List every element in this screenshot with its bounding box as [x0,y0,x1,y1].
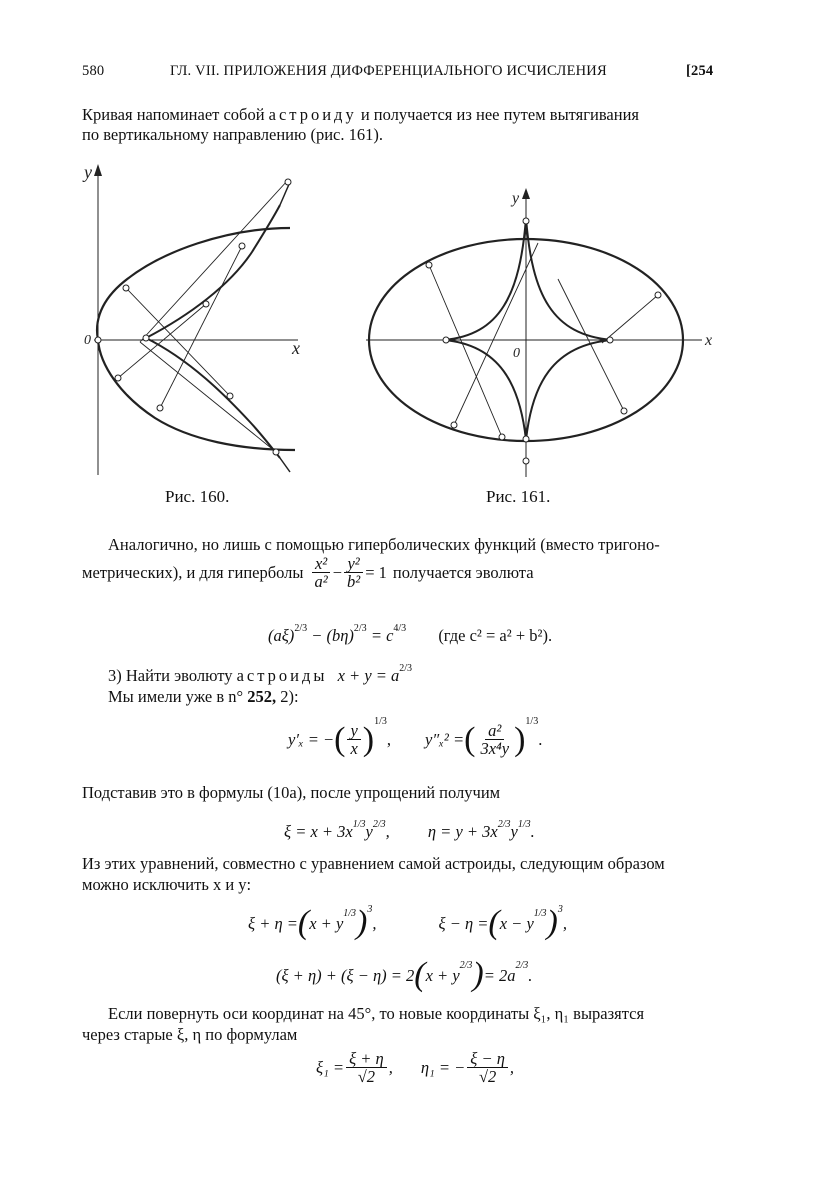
frac-y-x [347,722,360,757]
paren-open-4: ( [488,904,500,941]
intro-line-1 [82,104,727,125]
eq-combined [276,956,533,993]
diff-lhs: ξ − η = [438,913,489,933]
fig161-caption: Рис. 161. [486,487,551,506]
fig160-y-arrow [94,164,102,176]
eq-derivatives [288,716,543,758]
fig161-point [621,408,627,414]
den-x: x [350,739,358,758]
rotate-line-2: через старые ξ, η по формулам [82,1025,298,1044]
hyperbola-text-b: получается эволюта [392,563,534,582]
hyperbola-line-2 [82,555,534,590]
combined-inner: x + y [425,965,460,985]
fig160-evolute-lower [146,338,280,458]
fig160-point [285,179,291,185]
fig161-point [655,292,661,298]
evolute-exp-2: 2/3 [353,623,367,634]
rot-num-2: ξ − η [467,1050,508,1068]
paren-close-4: ) [546,904,558,941]
combined-lhs: (ξ + η) + (ξ − η) = 2 [276,965,415,985]
fig161-astroid [444,218,612,440]
den-b2: b² [347,572,361,591]
figure-161 [362,185,727,485]
deriv-yx: y′ₓ = − [288,730,335,749]
fig161-normal-2 [602,295,658,343]
evolute-exp-3: 4/3 [393,623,407,634]
problem-3-formula: x + y = a [337,666,400,685]
sum-pow: 3 [367,903,373,915]
fig160-point [143,335,149,341]
den-a2: a² [314,572,328,591]
fig160-point [123,285,129,291]
comma: , [386,730,392,749]
num-y2: y² [344,555,362,573]
sum-inner: x + y [309,913,344,933]
fig160-point [239,243,245,249]
frac-x2-a2 [312,555,331,590]
sum-end: , [372,913,377,933]
eq-xi-eta [284,821,535,845]
rot-eta1: η₁ = − [420,1058,466,1077]
fig160-point [157,405,163,411]
fig160-point [273,449,279,455]
rotate-line-1: Если повернуть оси координат на 45°, то новые координаты ξ₁, η₁ выразятся [108,1004,645,1023]
eq-sum-diff [248,903,567,941]
sum-exp-inner: 1/3 [343,907,357,919]
rot-xi1: ξ₁ = [316,1058,345,1077]
fig160-x-label: x [292,338,300,358]
eq-evolute [268,625,552,649]
num-y: y [347,722,360,740]
paren-open-3: ( [297,904,310,941]
rot-den-1: √2 [357,1067,376,1086]
fig161-origin-label: 0 [513,346,520,361]
figure-160 [80,160,340,480]
fig161-point [443,337,449,343]
eta-y: y [510,822,518,841]
eta-exp-2: 1/3 [517,819,531,830]
combined-rhs-exp: 2/3 [515,959,529,971]
paren-open-5: ( [414,956,426,993]
deriv-exp-2: 1/3 [525,716,539,727]
den-3x4y: 3x⁴y [480,739,510,758]
evolute-left: (aξ) [268,626,295,645]
fig161-point [426,262,432,268]
page-number: 580 [82,63,105,79]
elim-line-2: можно исключить x и y: [82,875,252,894]
hyperbola-text-a: метрических), и для гиперболы [82,563,304,582]
fig161-normal-3 [454,243,538,425]
eta-eq: η = y + 3x [427,822,498,841]
fig161-point [607,337,613,343]
fig161-normal-4 [558,279,624,411]
fig161-x-label: x [705,332,713,349]
rot-end-2: , [509,1058,515,1077]
problem-3-line-2 [108,686,299,707]
eta-exp-1: 2/3 [497,819,511,830]
fig161-point [499,434,505,440]
fig160-ellipse [97,228,295,450]
evolute-minus: − (bη) [307,626,354,645]
paren-close-5: ) [472,956,484,993]
fig161-point [451,422,457,428]
elim-line-1: Из этих уравнений, совместно с уравнением самой астроиды, следующим образом [82,854,665,873]
fig160-normal-5 [140,342,276,452]
frac-a2-3x4y [477,722,512,757]
rot-num-1: ξ + η [346,1050,387,1068]
frac-y2-b2 [344,555,363,590]
fig160-y-label: y [84,162,92,182]
sum-lhs: ξ + η = [248,913,298,933]
deriv-exp-1: 1/3 [374,716,387,727]
num-x2: x² [312,555,330,573]
fig161-point [523,458,529,464]
section-number: [254 [686,63,714,79]
fig160-origin-label: 0 [84,333,91,348]
rot-end-1: , [388,1058,393,1077]
combined-exp: 2/3 [459,959,473,971]
intro-text-a: Кривая напоминает собой [82,105,265,124]
xi-exp-2: 2/3 [372,819,386,830]
minus-sign: − [332,563,343,582]
xi-end: , [385,822,390,841]
paren-open-2: ( [464,720,476,758]
intro-text-b: и получается из нее путем вытягивания [360,105,639,124]
subst-line: Подставив это в формулы (10а), после упрощений получим [82,783,501,802]
diff-inner: x − y [499,913,534,933]
problem-3-ref: 252, [247,687,277,706]
fig160-caption: Рис. 160. [165,487,230,506]
paren-close: ) [362,720,375,758]
rot-den-2: √2 [478,1067,497,1086]
combined-rhs: = 2a [483,965,516,985]
intro-term: астроиду [268,105,357,124]
period: . [538,730,543,749]
problem-3-ref-a: Мы имели уже в n° [108,687,244,706]
deriv-yxx: y″ₓ² = [425,730,465,749]
frac-rot-2 [467,1050,508,1085]
evolute-rhs: = c [366,626,394,645]
eq-rotation [316,1050,514,1085]
paren-close-3: ) [356,904,368,941]
fig160-normal-4 [140,180,288,342]
xi-y: y [365,822,373,841]
hyperbola-line-1: Аналогично, но лишь с помощью гиперболических функций (вместо тригоно- [108,535,660,554]
evolute-note: (где c² = a² + b²). [438,626,553,645]
fig160-point [227,393,233,399]
xi-eq: ξ = x + 3x [284,822,353,841]
fig160-point [203,301,209,307]
fig160-tail-lower [280,458,290,472]
problem-3-term: астроиды [236,666,328,685]
combined-end: . [528,965,533,985]
fig161-y-label: y [512,190,520,207]
evolute-exp-1: 2/3 [294,623,308,634]
fig160-evolute-upper [146,205,280,338]
eq-one: = 1 [365,563,387,582]
diff-end: , [562,913,567,933]
diff-exp-inner: 1/3 [533,907,547,919]
paren-close-2: ) [514,720,526,758]
fig161-point [523,436,529,442]
fig160-normal-1 [126,288,230,396]
problem-3-label: 3) Найти эволюту [108,666,233,685]
running-head: ГЛ. VII. ПРИЛОЖЕНИЯ ДИФФЕРЕНЦИАЛЬНОГО ИСЧИСЛЕНИЯ [170,63,607,79]
eta-end: . [530,822,535,841]
fig160-normal-3 [160,246,242,408]
problem-3-ref-b: 2): [280,687,299,706]
num-a2: a² [485,722,504,740]
fig160-point [115,375,121,381]
fig161-normal-1 [429,265,502,437]
intro-line-2: по вертикальному направлению (рис. 161). [82,125,383,144]
fig161-point [523,218,529,224]
fig160-point [95,337,101,343]
xi-exp-1: 1/3 [352,819,366,830]
paren-open: ( [334,720,346,758]
problem-3-exp: 2/3 [399,663,413,674]
diff-pow: 3 [557,903,563,915]
fig161-y-arrow [522,188,530,199]
frac-rot-1 [346,1050,387,1085]
